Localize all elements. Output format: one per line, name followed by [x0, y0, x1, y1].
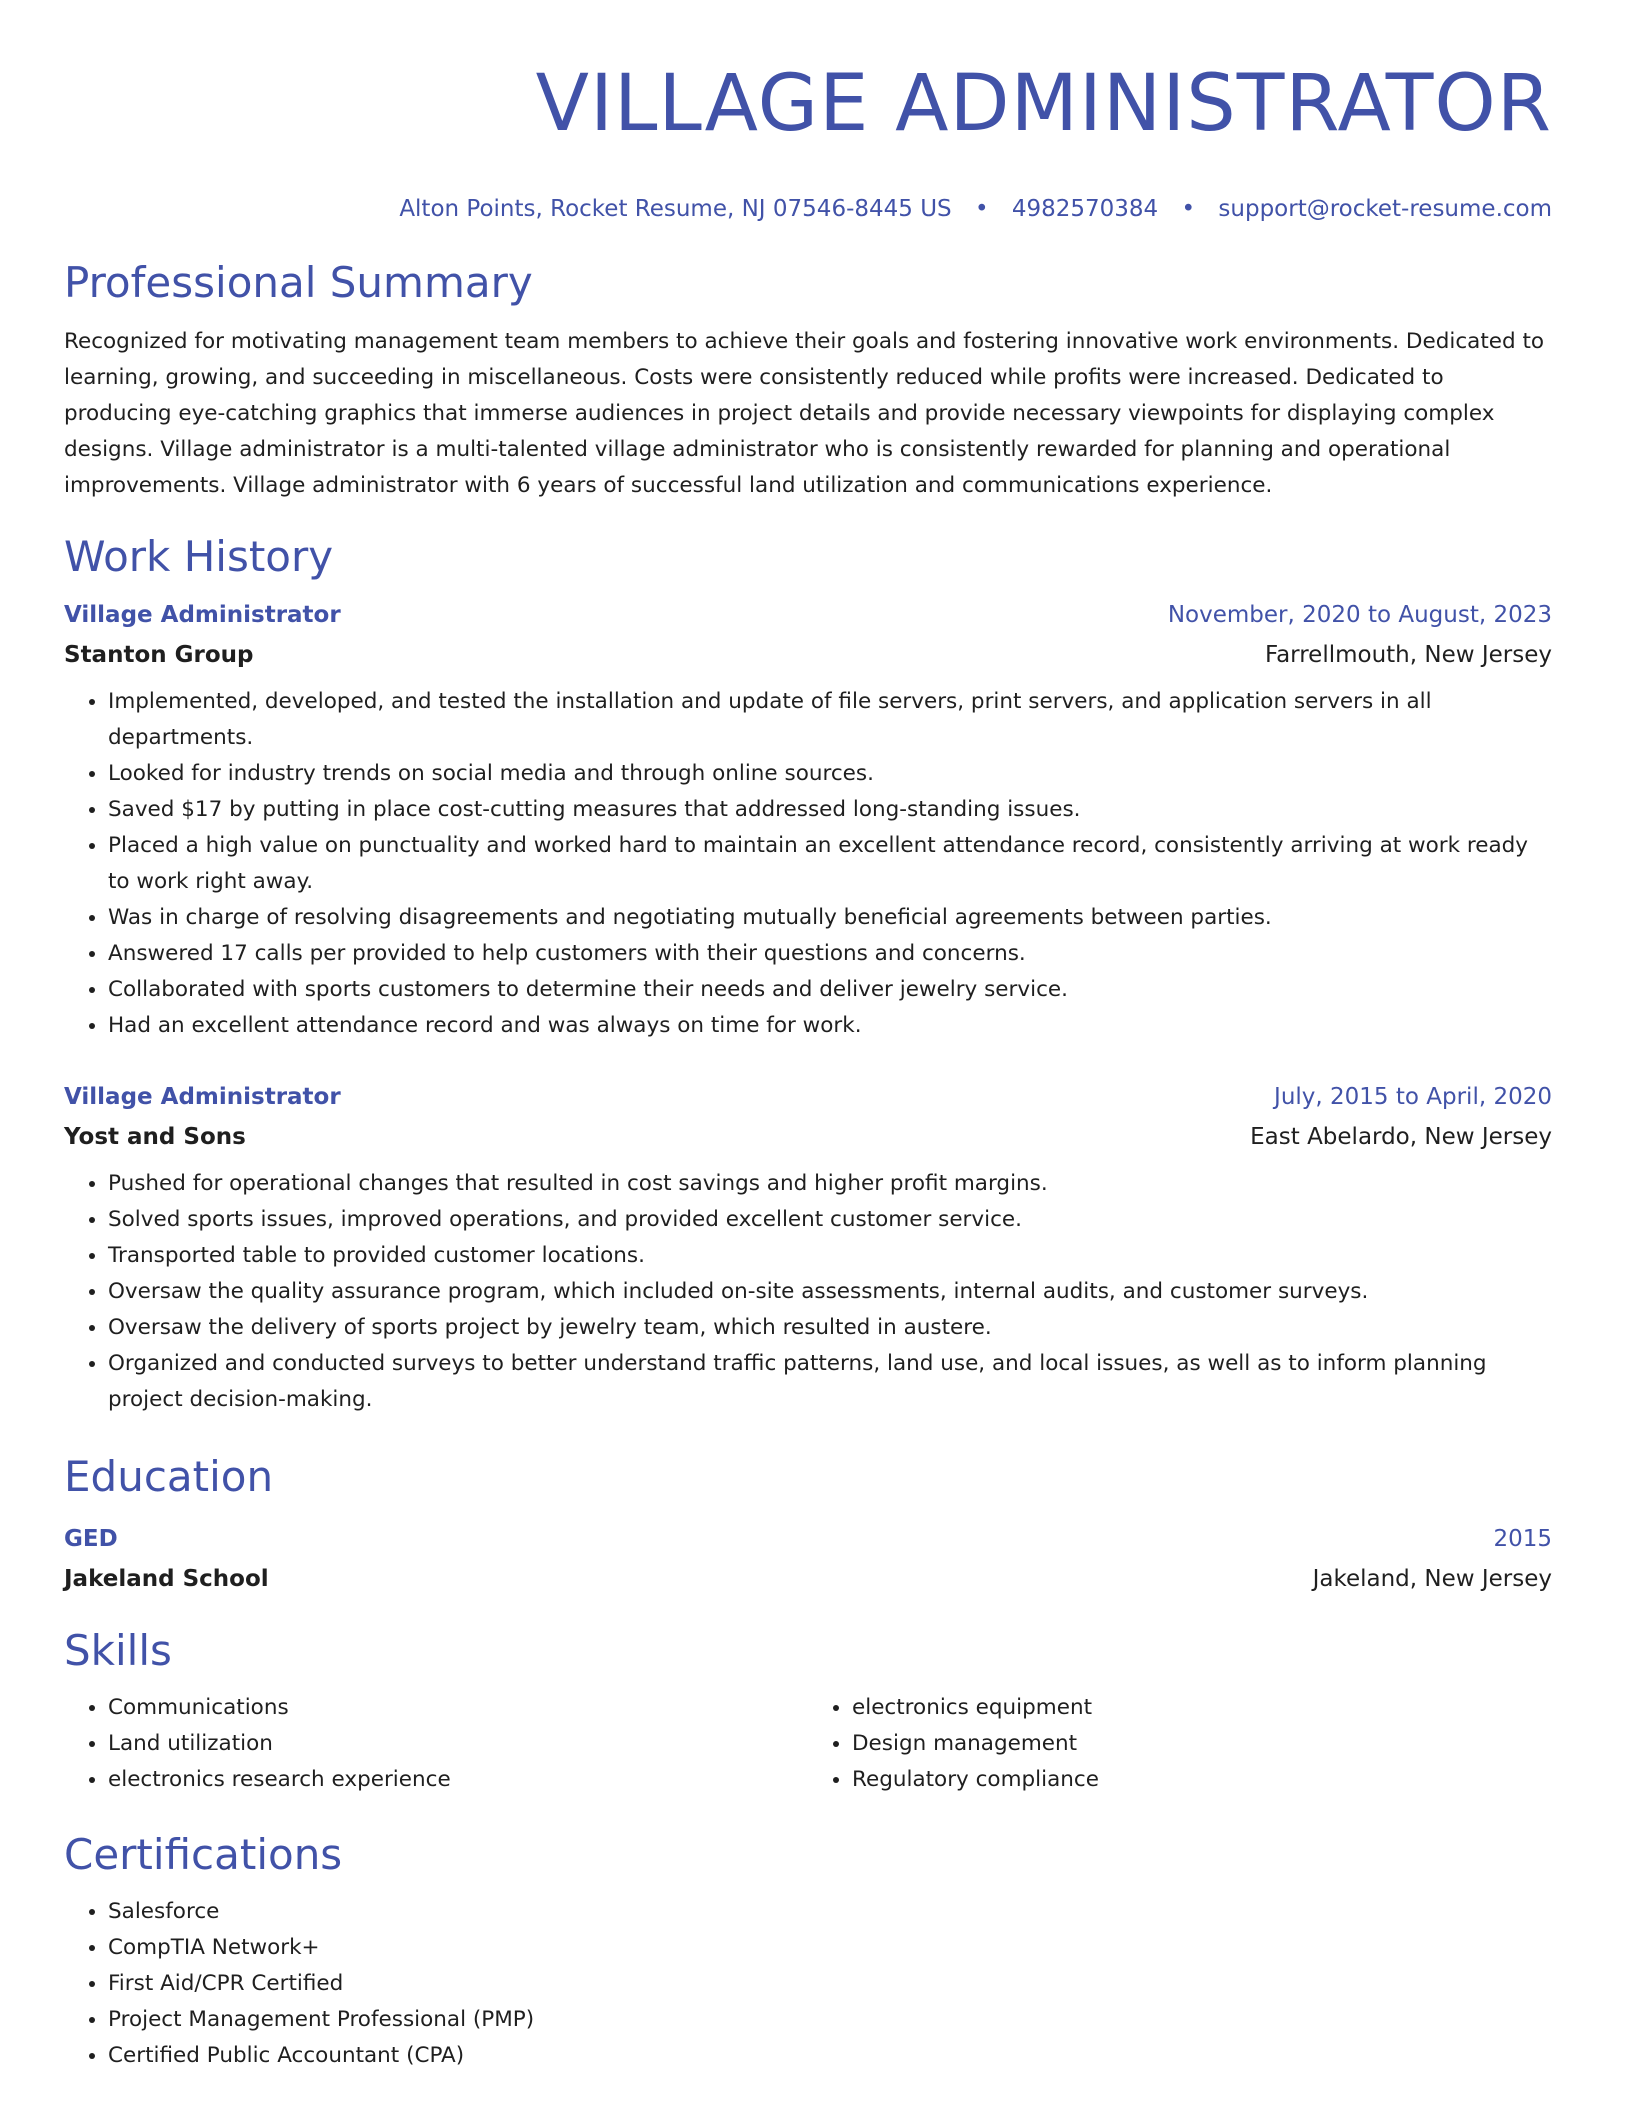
job-header-row: [64, 600, 1552, 630]
section-title-education: Education: [64, 1452, 274, 1501]
job-bullet: • Transported table to provided customer locations.: [108, 1238, 1552, 1274]
education-year: 2015: [1493, 1526, 1552, 1552]
skills-list-left: [64, 1690, 808, 1798]
contact-email: support@rocket-resume.com: [1218, 196, 1552, 222]
contact-address: Alton Points, Rocket Resume, NJ 07546-8445 US: [399, 196, 952, 222]
skill-item: • Land utilization: [108, 1726, 808, 1762]
skills-list-right: [808, 1690, 1552, 1798]
job-role: Village Administrator: [64, 602, 341, 628]
certification-item: • First Aid/CPR Certified: [108, 1966, 1552, 2002]
job-bullet: • Placed a high value on punctuality and worked hard to maintain an excellent attendance record, consistently arriving at work ready to work right away.: [108, 828, 1552, 900]
skill-item: • electronics equipment: [852, 1690, 1552, 1726]
skill-item: • electronics research experience: [108, 1762, 808, 1798]
certification-item: • Salesforce: [108, 1894, 1552, 1930]
job-bullet: • Looked for industry trends on social media and through online sources.: [108, 756, 1552, 792]
skills-columns: [64, 1690, 1552, 1798]
job-dates: November, 2020 to August, 2023: [1167, 602, 1552, 628]
section-title-work-history: Work History: [64, 532, 334, 581]
job-company-row: [64, 630, 1552, 670]
education-school-row: [64, 1554, 1552, 1594]
job-bullet: • Implemented, developed, and tested the installation and update of file servers, print servers, and application servers in all departments.: [108, 684, 1552, 756]
applicant-name: VILLAGE ADMINISTRATOR: [535, 59, 1552, 149]
education-degree: GED: [64, 1526, 118, 1552]
job-header-row: [64, 1082, 1552, 1112]
job-bullets: [64, 1166, 1552, 1418]
contact-separator: •: [1181, 196, 1196, 222]
job-company: Yost and Sons: [64, 1124, 246, 1150]
job-bullet: • Was in charge of resolving disagreements and negotiating mutually beneficial agreements between parties.: [108, 900, 1552, 936]
job-bullet: • Oversaw the quality assurance program, which included on-site assessments, internal audits, and customer surveys.: [108, 1274, 1552, 1310]
education-entry: [64, 1524, 1552, 1594]
skill-item: • Design management: [852, 1726, 1552, 1762]
section-title-skills: Skills: [64, 1626, 172, 1675]
job-location: Farrellmouth, New Jersey: [1264, 642, 1552, 668]
certifications-list: [64, 1894, 1552, 2074]
job-bullet: • Oversaw the delivery of sports project by jewelry team, which resulted in austere.: [108, 1310, 1552, 1346]
job-dates: July, 2015 to April, 2020: [1274, 1084, 1552, 1110]
job-entry: [64, 600, 1552, 1044]
contact-line: [64, 194, 1552, 224]
job-bullet: • Answered 17 calls per provided to help customers with their questions and concerns.: [108, 936, 1552, 972]
job-entry: [64, 1082, 1552, 1418]
job-bullet: • Saved $17 by putting in place cost-cutting measures that addressed long-standing issues.: [108, 792, 1552, 828]
job-company: Stanton Group: [64, 642, 254, 668]
job-role: Village Administrator: [64, 1084, 341, 1110]
skill-item: • Communications: [108, 1690, 808, 1726]
job-bullet: • Solved sports issues, improved operations, and provided excellent customer service.: [108, 1202, 1552, 1238]
job-bullets: [64, 684, 1552, 1044]
job-company-row: [64, 1112, 1552, 1152]
contact-separator: •: [974, 196, 989, 222]
job-bullet: • Organized and conducted surveys to better understand traffic patterns, land use, and local issues, as well as to inform planning project decision-making.: [108, 1346, 1552, 1418]
certification-item: • CompTIA Network+: [108, 1930, 1552, 1966]
section-title-summary: Professional Summary: [64, 258, 533, 307]
contact-phone: 4982570384: [1011, 196, 1159, 222]
education-header-row: [64, 1524, 1552, 1554]
skill-item: • Regulatory compliance: [852, 1762, 1552, 1798]
education-school: Jakeland School: [64, 1566, 269, 1592]
certification-item: • Project Management Professional (PMP): [108, 2002, 1552, 2038]
job-bullet: • Pushed for operational changes that resulted in cost savings and higher profit margins.: [108, 1166, 1552, 1202]
job-bullet: • Had an excellent attendance record and was always on time for work.: [108, 1008, 1552, 1044]
job-location: East Abelardo, New Jersey: [1250, 1124, 1552, 1150]
resume-header: [64, 58, 1552, 224]
certification-item: • Certified Public Accountant (CPA): [108, 2038, 1552, 2074]
summary-text: Recognized for motivating management team members to achieve their goals and fostering innovative work environments. Dedicated to learning, growing, and succeeding in miscellaneous. Costs were consistently reduced while profits were increased. Dedicated to producing eye-catching graphics that immerse audiences in project details and provide necessary viewpoints for displaying complex designs. Village administrator is a multi-talented village administrator who is consistently rewarded for planning and operational improvements. Village administrator with 6 years of successful land utilization and communications experience.: [64, 329, 1545, 498]
job-bullet: • Collaborated with sports customers to determine their needs and deliver jewelry service.: [108, 972, 1552, 1008]
section-title-certifications: Certifications: [64, 1830, 343, 1879]
education-location: Jakeland, New Jersey: [1312, 1566, 1552, 1592]
